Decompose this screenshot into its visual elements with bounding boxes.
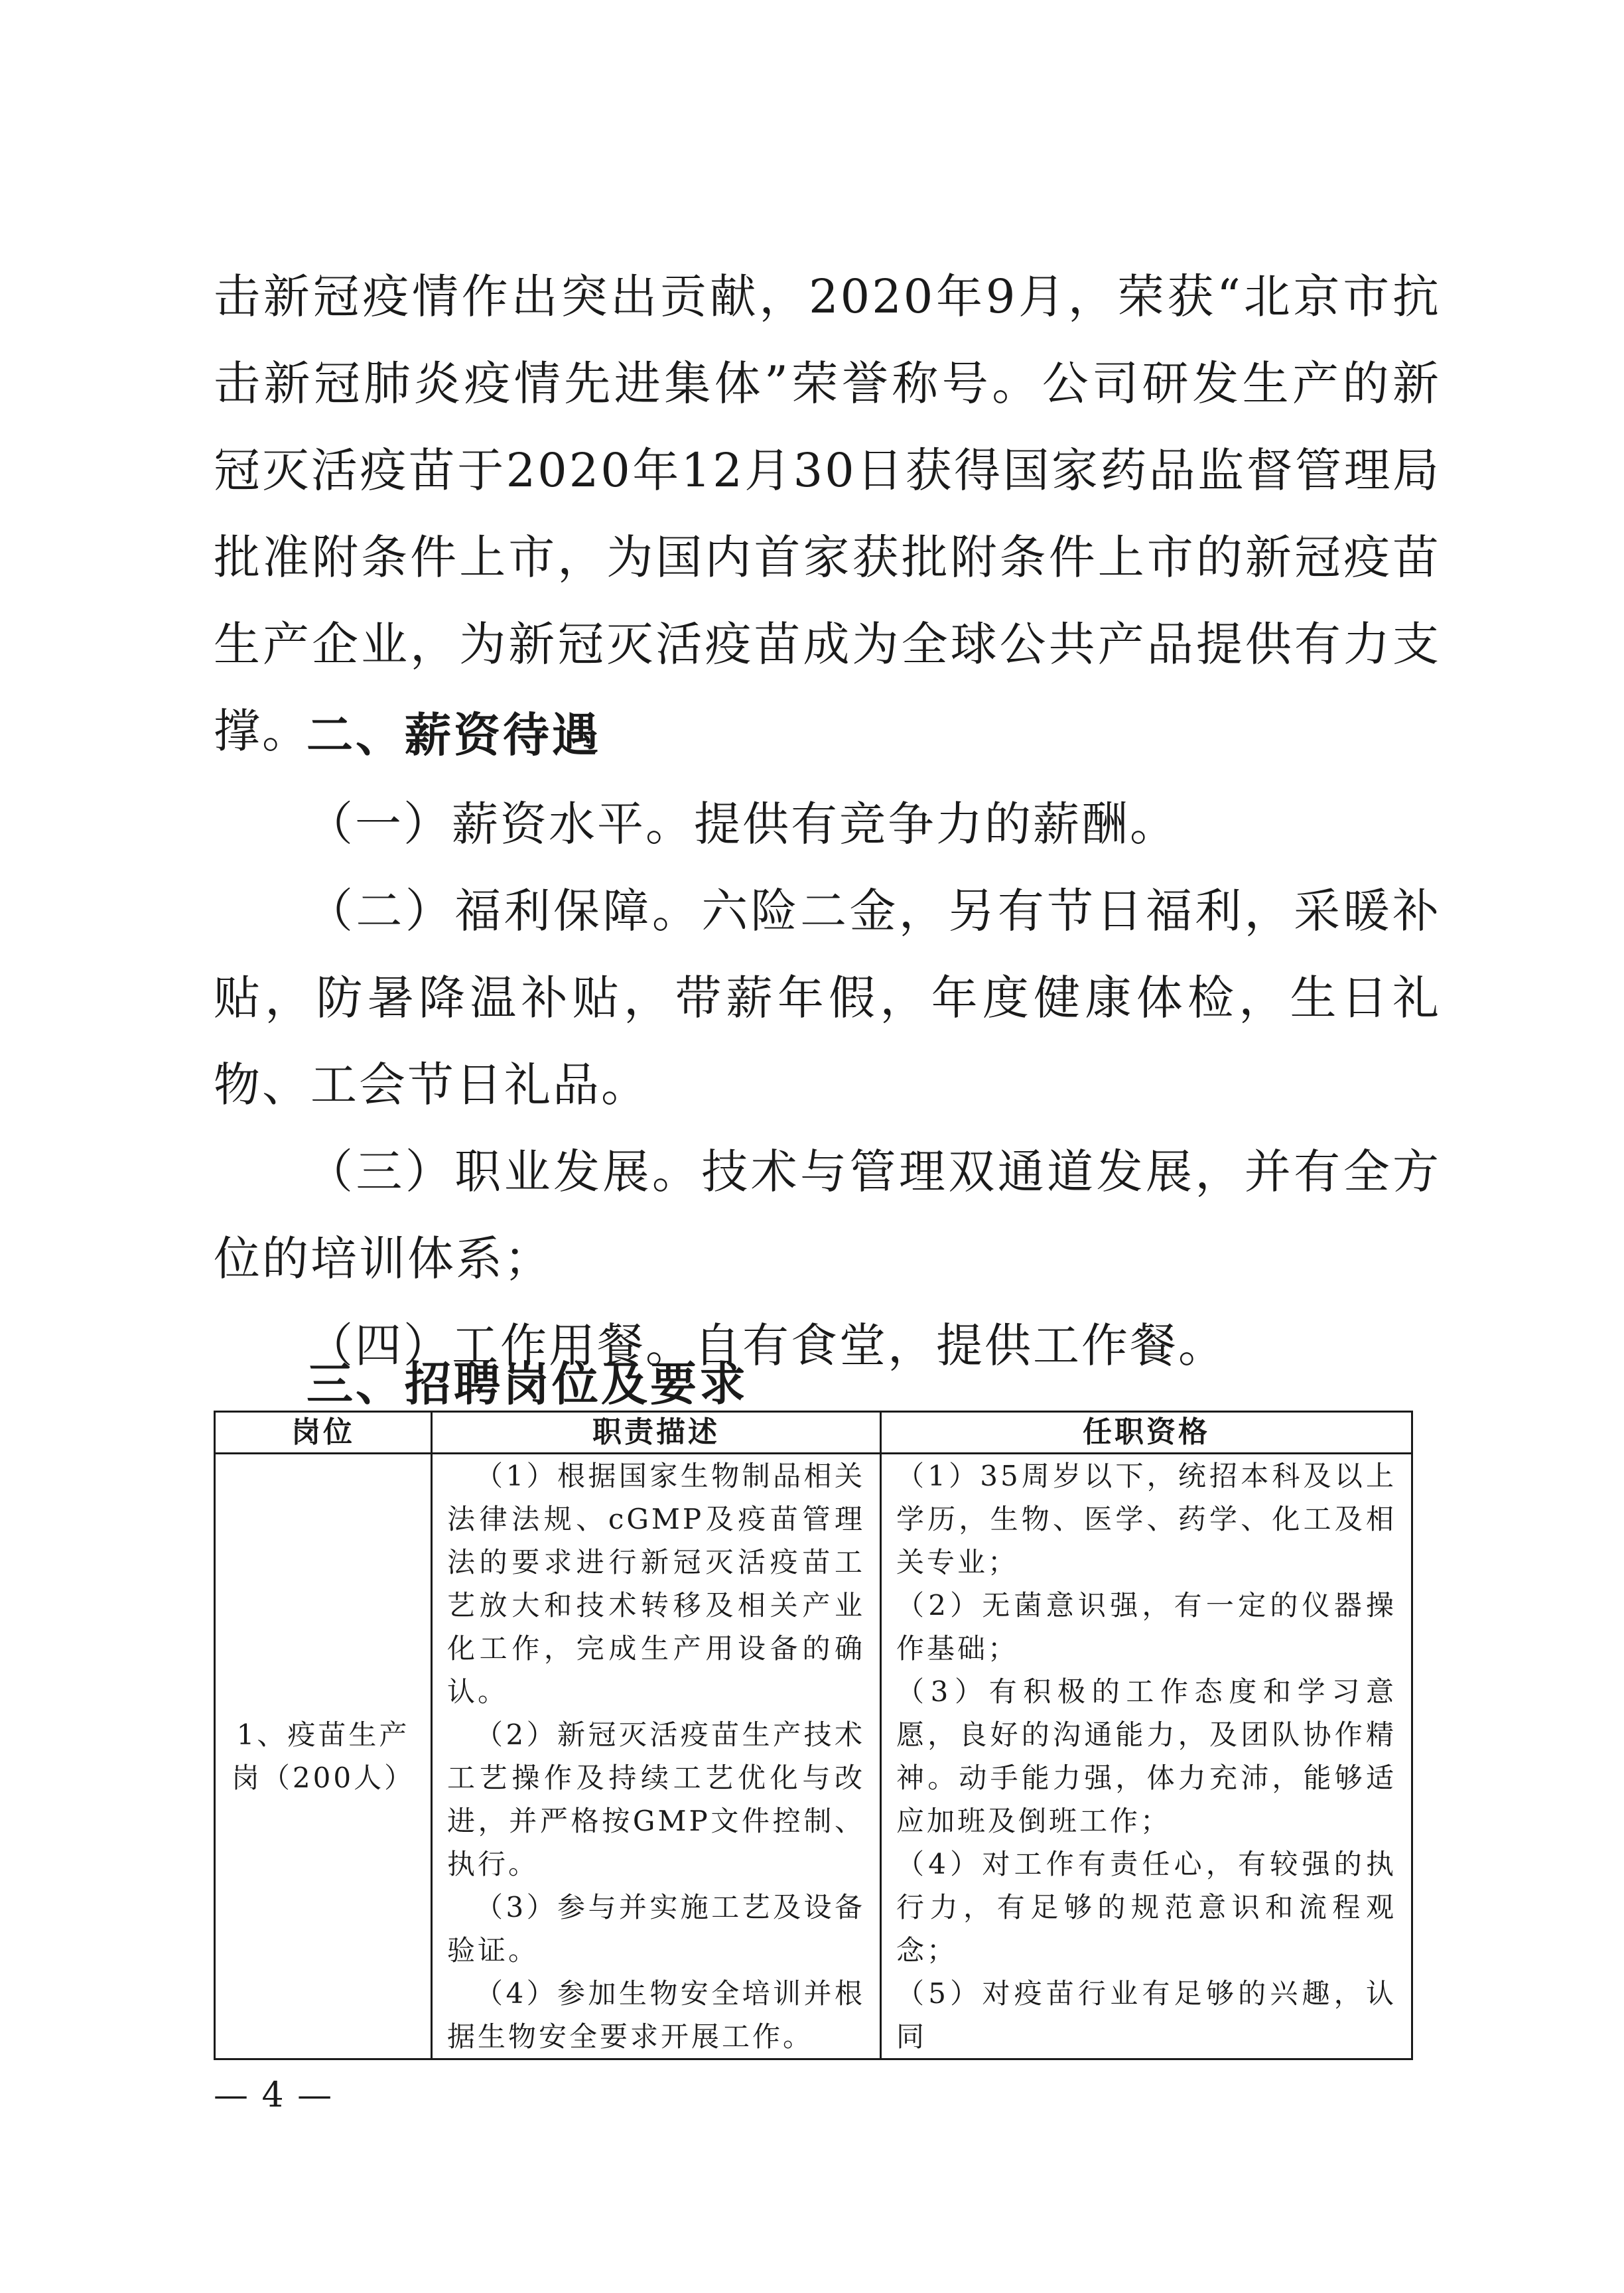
duties-cell: [432, 1454, 881, 2059]
intro-paragraph-block: [214, 253, 1441, 775]
duty-item: （1）根据国家生物制品相关法律法规、cGMP及疫苗管理法的要求进行新冠灭活疫苗工艺放大和技术转移及相关产业化工作，完成生产用设备的确认。: [447, 1460, 865, 1708]
qualification-item: （2）无菌意识强，有一定的仪器操作基础；: [896, 1589, 1396, 1665]
header-duties: 职责描述: [432, 1412, 881, 1454]
recruitment-table: [214, 1411, 1413, 2060]
qualifications-cell: [881, 1454, 1412, 2059]
benefit-item-career: （三）职业发展。技术与管理双通道发展，并有全方位的培训体系；: [214, 1145, 1441, 1286]
qualification-item: （3）有积极的工作态度和学习意愿，良好的沟通能力，及团队协作精神。动手能力强，体力充沛，能够适应加班及倒班工作；: [896, 1675, 1396, 1837]
section-2-items: [214, 781, 1441, 1389]
table-header-row: [215, 1412, 1412, 1454]
duty-item: （2）新冠灭活疫苗生产技术工艺操作及持续工艺优化与改进，并严格按GMP文件控制、执行。: [447, 1718, 865, 1880]
qualification-item: （5）对疫苗行业有足够的兴趣，认同: [896, 1977, 1396, 2053]
qualification-item: （1）35周岁以下，统招本科及以上学历，生物、医学、药学、化工及相关专业；: [896, 1460, 1396, 1578]
table-row: [215, 1454, 1412, 2059]
intro-paragraph: 击新冠疫情作出突出贡献，2020年9月，荣获“北京市抗击新冠肺炎疫情先进集体”荣誉称号。公司研发生产的新冠灭活疫苗于2020年12月30日获得国家药品监督管理局批准附条件上市，为国内首家获批附条件上市的新冠疫苗生产企业，为新冠灭活疫苗成为全球公共产品提供有力支撑。: [214, 269, 1441, 758]
benefit-item-meals: （四）工作用餐。自有食堂，提供工作餐。: [306, 1318, 1227, 1373]
header-post: 岗位: [215, 1412, 432, 1454]
section-3-heading: 三、招聘岗位及要求: [306, 1357, 748, 1411]
duty-item: （4）参加生物安全培训并根据生物安全要求开展工作。: [447, 1977, 865, 2053]
post-name: 1、疫苗生产岗（200人）: [215, 1454, 432, 2059]
qualification-item: （4）对工作有责任心，有较强的执行力，有足够的规范意识和流程观念；: [896, 1848, 1396, 1967]
benefit-item-salary: （一）薪资水平。提供有竞争力的薪酬。: [306, 797, 1178, 851]
section-2-heading: 二、薪资待遇: [306, 708, 601, 762]
duty-item: （3）参与并实施工艺及设备验证。: [447, 1891, 865, 1967]
benefit-item-welfare: （二）福利保障。六险二金，另有节日福利，采暖补贴，防暑降温补贴，带薪年假，年度健康体检，生日礼物、工会节日礼品。: [214, 884, 1441, 1112]
header-qualifications: 任职资格: [881, 1412, 1412, 1454]
page-number: — 4 —: [214, 2075, 334, 2115]
